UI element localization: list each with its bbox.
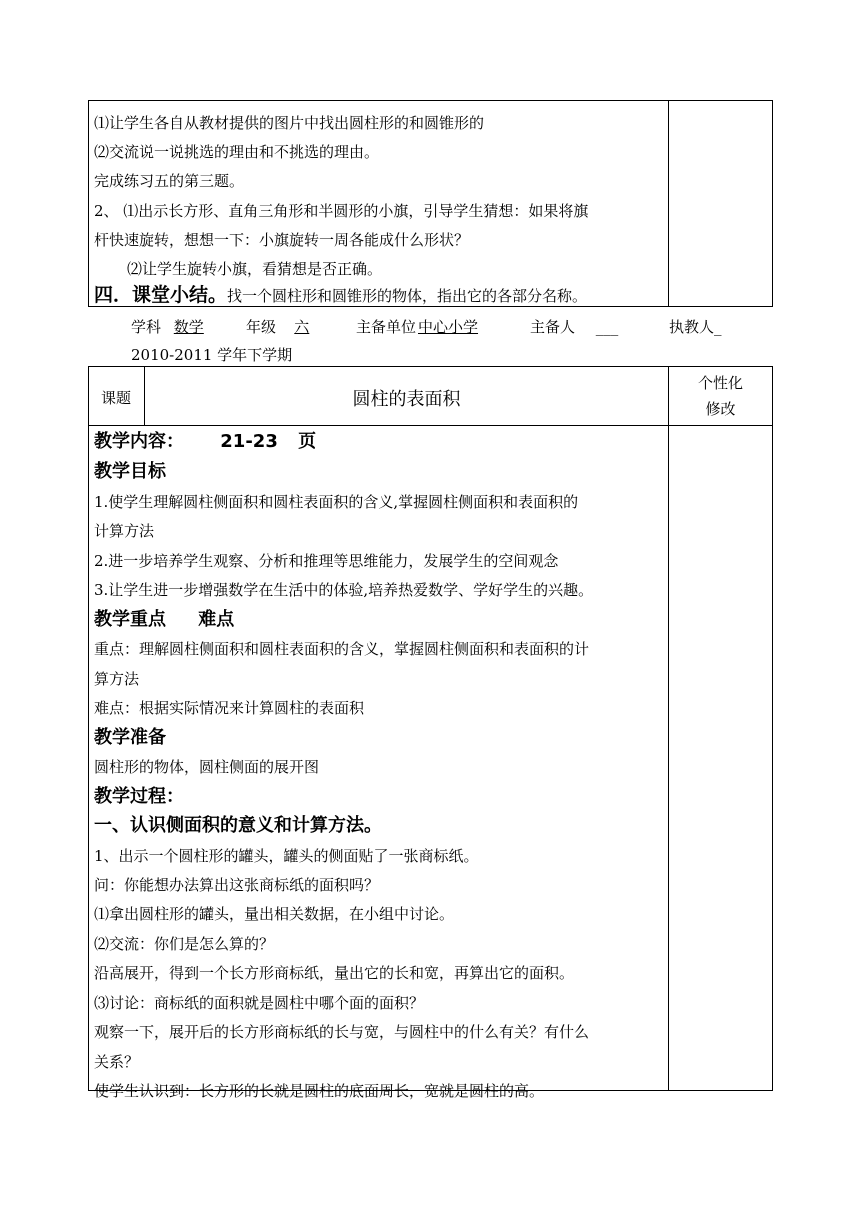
content-pages: 21-23 <box>220 431 278 452</box>
preparer-label: 主备人 <box>530 318 576 336</box>
topic-label-cell <box>89 367 145 425</box>
personal-label-2: 修改 <box>705 400 736 418</box>
lesson-personal-column <box>669 426 772 1090</box>
top-table-personal-column <box>668 101 772 306</box>
topic-title: 圆柱的表面积 <box>352 389 461 410</box>
summary-heading: 四．课堂小结。 <box>94 284 228 306</box>
text-line: ⑵让学生旋转小旗，看猜想是否正确。 <box>127 260 383 278</box>
text-line: 完成练习五的第三题。 <box>94 172 245 190</box>
unit-field <box>356 316 478 338</box>
key-heading-line <box>94 606 234 634</box>
lesson-table <box>88 366 773 1100</box>
teacher-field <box>669 316 722 338</box>
process-line: ⑵交流：你们是怎么算的？ <box>94 935 275 953</box>
text-line: 杆快速旋转，想想一下：小旗旋转一周各能成什么形状？ <box>94 231 470 249</box>
goal-heading: 教学目标 <box>94 461 166 482</box>
goal-line: 1.使学生理解圆柱侧面积和圆柱表面积的含义,掌握圆柱侧面积和表面积的 <box>94 493 579 511</box>
topic-label: 课题 <box>101 389 132 407</box>
process-line: 问：你能想办法算出这张商标纸的面积吗？ <box>94 876 380 894</box>
process-line: ⑶讨论：商标纸的面积就是圆柱中哪个面的面积？ <box>94 994 425 1012</box>
subject-label: 学科 <box>131 318 162 336</box>
prep-heading: 教学准备 <box>94 727 166 748</box>
goal-line: 计算方法 <box>94 522 155 540</box>
lesson-body <box>89 426 669 1100</box>
process-line: 沿高展开，得到一个长方形商标纸，量出它的长和宽，再算出它的面积。 <box>94 964 575 982</box>
key-heading: 教学重点 <box>94 609 166 630</box>
topic-title-cell <box>145 367 669 425</box>
teacher-label: 执教人_ <box>669 318 722 336</box>
summary-text: 找一个圆柱形和圆锥形的物体，指出它的各部分名称。 <box>227 287 588 305</box>
section1-heading: 一、认识侧面积的意义和计算方法。 <box>94 815 382 836</box>
subject-value: 数学 <box>173 318 204 336</box>
info-row <box>131 316 204 338</box>
goal-line: 2.进一步培养学生观察、分析和推理等思维能力，发展学生的空间观念 <box>94 552 559 570</box>
text-line: ⑵交流说一说挑选的理由和不挑选的理由。 <box>94 143 380 161</box>
goal-line: 3.让学生进一步增强数学在生活中的体验,培养热爱数学、学好学生的兴趣。 <box>94 581 594 599</box>
content-heading-line <box>94 428 316 456</box>
preparer-value: ___ <box>595 318 619 336</box>
grade-value: 六 <box>294 318 310 336</box>
personal-label-1: 个性化 <box>697 374 743 392</box>
top-table <box>88 100 773 307</box>
content-heading: 教学内容： <box>94 431 184 452</box>
content-page-unit: 页 <box>298 431 317 452</box>
difficulty-heading: 难点 <box>198 609 235 630</box>
unit-value: 中心小学 <box>418 318 479 336</box>
preparer-field <box>530 316 618 338</box>
grade-label: 年级 <box>246 318 277 336</box>
process-line: 观察一下，展开后的长方形商标纸的长与宽，与圆柱中的什么有关？有什么 <box>94 1023 590 1041</box>
text-line: 2、 ⑴出示长方形、直角三角形和半圆形的小旗，引导学生猜想：如果将旗 <box>94 202 589 220</box>
key-line: 重点：理解圆柱侧面积和圆柱表面积的含义，掌握圆柱侧面积和表面积的计 <box>94 640 590 658</box>
process-line: 1、出示一个圆柱形的罐头，罐头的侧面贴了一张商标纸。 <box>94 847 479 865</box>
top-table-content <box>89 101 669 306</box>
process-line: 使学生认识到：长方形的长就是圆柱的底面周长，宽就是圆柱的高。 <box>94 1082 545 1100</box>
grade-field <box>246 316 319 338</box>
personal-header-cell <box>669 367 772 425</box>
process-line: ⑴拿出圆柱形的罐头，量出相关数据，在小组中讨论。 <box>94 905 455 923</box>
header-row <box>89 367 772 426</box>
key-line: 难点：根据实际情况来计算圆柱的表面积 <box>94 699 365 717</box>
process-heading: 教学过程： <box>94 786 184 807</box>
prep-text: 圆柱形的物体，圆柱侧面的展开图 <box>94 758 320 776</box>
summary-line <box>94 282 587 308</box>
unit-label: 主备单位 <box>356 318 417 336</box>
key-line: 算方法 <box>94 670 140 688</box>
text-line: ⑴让学生各自从教材提供的图片中找出圆柱形的和圆锥形的 <box>94 114 485 132</box>
semester: 2010-2011 学年下学期 <box>131 346 293 364</box>
process-line: 关系？ <box>94 1053 140 1071</box>
